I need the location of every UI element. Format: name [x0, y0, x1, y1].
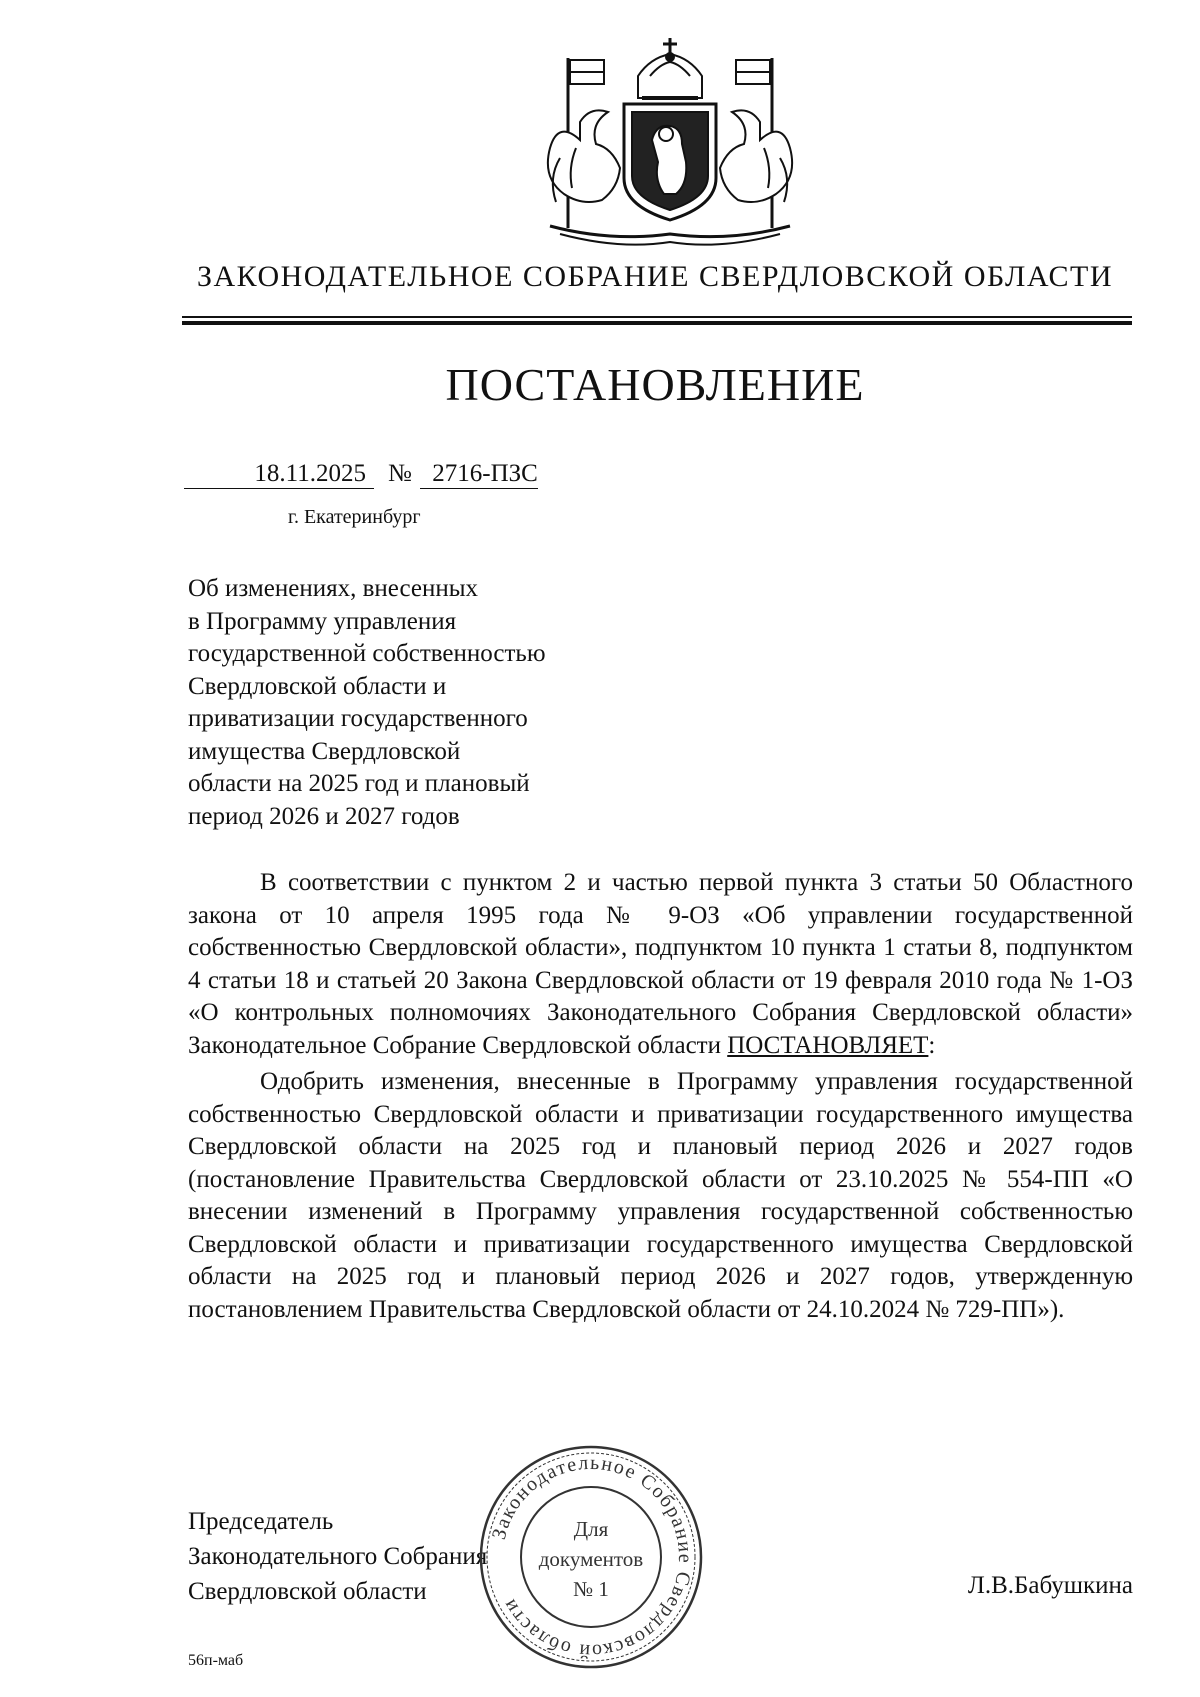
document-city: г. Екатеринбург [288, 506, 421, 528]
body-paragraph-1 [188, 867, 1133, 1062]
official-seal [476, 1442, 706, 1672]
body-paragraph-1-text: В соответствии с пунктом 2 и частью первой пункта 3 статьи 50 Областного закона от 10 апреля 1995 года № 9-ОЗ «Об управлении государственной собственностью Свердловской области», подпунктом 10 пункта 1 статьи 8, подпунктом 4 статьи 18 и статьей 20 Закона Свердловской области от 19 февраля 2010 года № 1-ОЗ «О контрольных полномочиях Законодательного Собрания Свердловской области» Законодательное Собрание Свердловской области [188, 869, 1133, 1059]
document-body [188, 867, 1133, 1326]
header-rule-thin [182, 316, 1132, 318]
seal-center-line-1: Для [573, 1517, 609, 1541]
header-rule-thick [182, 321, 1132, 325]
seal-ring-text: Законодательное Собрание Свердловской области [487, 1451, 697, 1663]
organization-name: ЗАКОНОДАТЕЛЬНОЕ СОБРАНИЕ СВЕРДЛОВСКОЙ ОБЛАСТИ [196, 260, 1114, 293]
document-date-number [184, 460, 538, 489]
number-sign: № [388, 460, 412, 487]
document-number: 2716-ПЗС [420, 460, 538, 489]
body-paragraph-2: Одобрить изменения, внесенные в Программу управления государственной собственностью Свердловской области и приватизации государственного имущества Свердловской области на 2025 год и плановый период 2026 и 2027 годов (постановление Правительства Свердловской области от 23.10.2025 № 554-ПП «О внесении изменений в Программу управления государственной собственностью Свердловской области и приватизации государственного имущества Свердловской области на 2025 год и плановый период 2026 и 2027 годов, утвержденную постановлением Правительства Свердловской области от 24.10.2024 № 729-ПП»). [188, 1068, 1133, 1323]
document-title: ПОСТАНОВЛЕНИЕ [445, 359, 865, 410]
decree-colon: : [928, 1031, 936, 1059]
document-subject: Об изменениях, внесенных в Программу управления государственной собственностью Свердловской области и приватизации государственного имущества Свердловской области на 2025 год и плановый период 2026 и 2027 годов [188, 575, 546, 830]
seal-center-line-3: № 1 [573, 1577, 609, 1601]
seal-center-line-2: документов [538, 1547, 644, 1571]
signatory-position: Председатель Законодательного Собрания Свердловской области [188, 1508, 488, 1605]
signatory-name: Л.В.Бабушкина [967, 1572, 1133, 1599]
coat-of-arms-emblem [520, 28, 820, 253]
decree-word: ПОСТАНОВЛЯЕТ [727, 1031, 929, 1059]
document-date: 18.11.2025 [184, 460, 374, 489]
executor-code: 56п-маб [188, 1652, 244, 1669]
